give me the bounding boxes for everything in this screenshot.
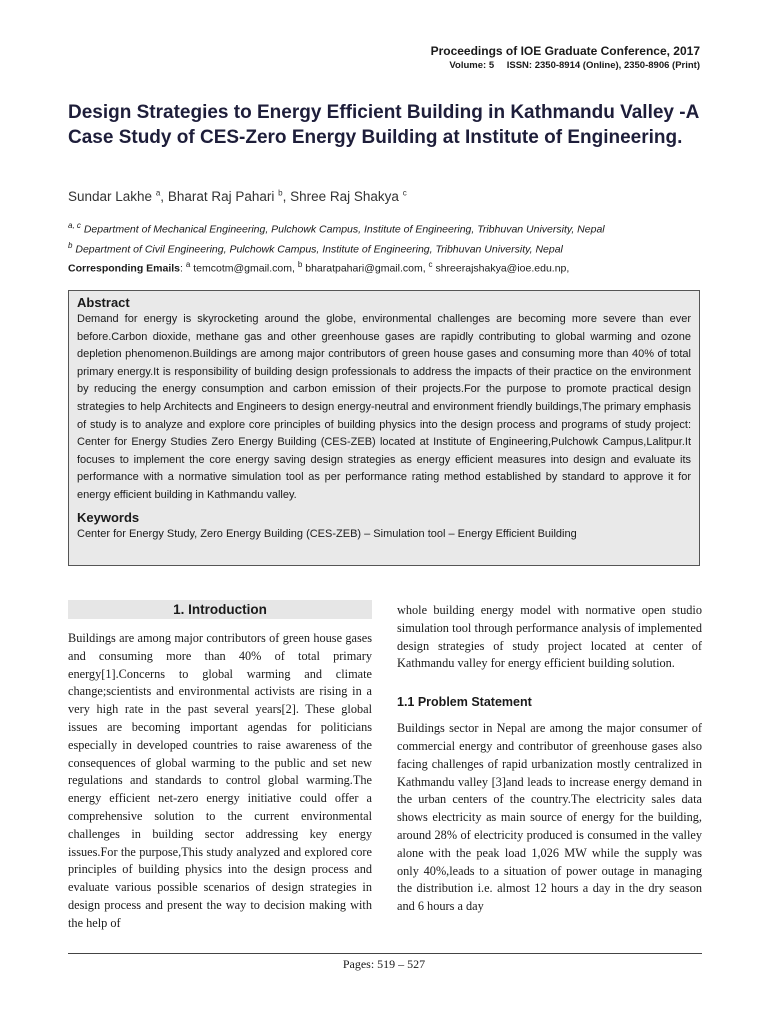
email-link[interactable]: shreerajshakya@ioe.edu.np	[435, 262, 567, 275]
proceedings-title: Proceedings of IOE Graduate Conference, 2017	[430, 44, 700, 58]
affiliation: $^b$ Department of Civil Engineering, Pulchowk Campus, Institute of Engineering, Tribhuvan University, Nepal	[68, 240, 563, 255]
introduction-text: Buildings are among major contributors of green house gases and consuming more than 40% of total primary energy[1].Concerns to global warming and climate change;scientists and environmental activists are rising in a very high rate in the past several years[2]. These global issues are becoming important agendas for politicians especially in developed countries to raise awareness of the consequences of global warming to the public and set new regulations and standards to control global warming.The energy efficient net-zero energy initiative could offer a comprehensive solution to the current environmental challenges in building sector addressing key energy issues.For the purpose,This study analyzed and explored core principles of building physics into the design process and evaluate various possible scenarios of design strategies in design process and present the way to decision making with the help of	[68, 631, 372, 930]
keywords-text: Center for Energy Study, Zero Energy Building (CES-ZEB) – Simulation tool – Energy Efficient Building	[77, 527, 577, 540]
issn: ISSN: 2350-8914 (Online), 2350-8906 (Print)	[506, 60, 700, 71]
problem-statement-heading: 1.1 Problem Statement	[397, 695, 532, 710]
email-link[interactable]: bharatpahari@gmail.com	[305, 262, 423, 275]
left-column	[68, 600, 372, 933]
abstract-box	[68, 290, 700, 566]
keywords-heading: Keywords	[77, 509, 140, 525]
corresponding-emails: Corresponding Emails: $^a$ temcotm@gmail.com, $^b$ bharatpahari@gmail.com, $^c$ shreerajshakya@ioe.edu.np,	[68, 260, 570, 275]
paper-title: Design Strategies to Energy Efficient Building in Kathmandu Valley -A Case Study of CES-Zero Energy Building at Institute of Engineering.	[68, 102, 699, 148]
journal-header	[431, 44, 700, 71]
introduction-heading: 1. Introduction	[68, 600, 372, 619]
page-range: Pages: 519 – 527	[342, 957, 426, 971]
author: Shree Raj Shakya $^c$	[290, 188, 407, 204]
affiliation: $^{a, c}$ Department of Mechanical Engineering, Pulchowk Campus, Institute of Engineering, Tribhuvan University, Nepal	[68, 221, 605, 236]
affiliations	[68, 218, 605, 277]
author: Bharat Raj Pahari $^b$,	[167, 188, 291, 204]
volume: Volume: 5	[449, 60, 495, 71]
introduction-continuation: whole building energy model with normative open studio simulation tool through performance analysis of implemented design strategies of study project located at center of Kathmandu valley for energy efficient building solution.	[397, 603, 702, 671]
author: Sundar Lakhe $^a$,	[68, 188, 168, 204]
abstract-text: Demand for energy is skyrocketing around the globe, environmental challenges are becoming more severe than ever before.Carbon dioxide, methane gas and other greenhouse gases are rapidly contributing to global warming and ozone depletion phenomenon.Buildings are among major contributors of green house gases and consuming more than 40% of total primary energy.It is responsibility of building design professionals to address the impacts of their practice on the environment by reducing the energy consumption and carbon emission of their projects.For the purpose to promote practical design strategies to help Architects and Engineers to design energy-neutral and environment friendly buildings,The primary emphasis of study is to analyze and explore core principles of building physics into the design process and programs of study project: Center for Energy Studies Zero Energy Building (CES-ZEB) located at Institute of Engineering,Pulchowk Campus,Lalitpur.It focuses to implement the core energy saving design strategies as energy efficient measures into design and evaluate its performance with a normative simulation tool as per performance rating method established by standard to approve it for energy efficient building in Kathmandu valley.	[77, 313, 691, 501]
author-list	[68, 188, 407, 204]
volume-issn	[431, 60, 700, 71]
right-column	[397, 602, 702, 916]
footer-divider	[68, 953, 702, 954]
abstract-heading: Abstract	[77, 295, 130, 310]
problem-statement-text: Buildings sector in Nepal are among the major consumer of commercial energy and contributor of greenhouse gases also facing challenges of rapid urbanization mostly centralized in Kathmandu valley [3]and leads to increase energy demand in the urban centers of the country.The electricity sales data shows electricity as main source of energy for the building, around 28% of electricity produced is consumed in the valley alone with the peak load 1,026 MW while the supply was only 40%,leads to a situation of power outage in managing the distribution i.e. almost 12 hours a day in the dry season and 6 hours a day	[397, 721, 702, 914]
email-link[interactable]: temcotm@gmail.com	[193, 262, 293, 275]
